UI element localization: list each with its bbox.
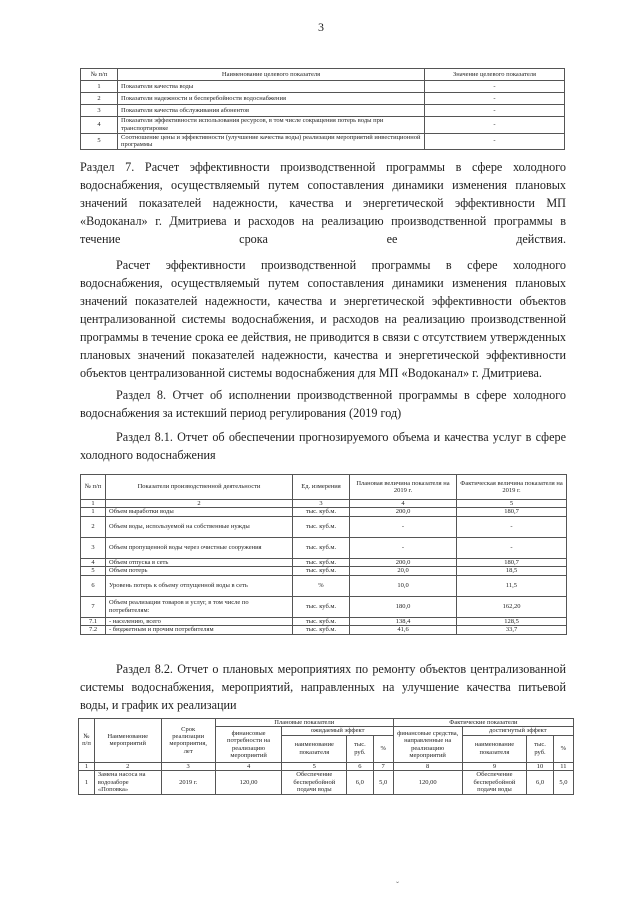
table-row xyxy=(81,117,565,134)
table-row xyxy=(81,626,567,634)
header-cell: Наименование мероприятий xyxy=(94,719,161,763)
row-number: 5 xyxy=(81,567,106,575)
indicator-name: - населению, всего xyxy=(106,617,293,625)
header-cell: Наименование целевого показателя xyxy=(118,69,425,81)
col-number: 5 xyxy=(282,762,347,770)
row-number: 1 xyxy=(81,81,118,93)
header-cell: наименование показателя xyxy=(462,735,527,762)
plan-value: 200,0 xyxy=(350,558,457,566)
indicator-name: Показатели качества обслуживания абонентов xyxy=(118,105,425,117)
header-cell: Плановая величина показателя на 2019 г. xyxy=(350,475,457,500)
fact-pct: 5,0 xyxy=(553,771,573,794)
targets-table xyxy=(80,68,565,150)
table-row xyxy=(81,93,565,105)
section-8-1-heading: Раздел 8.1. Отчет об обеспечении прогнозируемого объема и качества услуг в сфере холодного водоснабжения xyxy=(80,430,566,462)
header-cell: Значение целевого показателя xyxy=(425,69,565,81)
row-number: 1 xyxy=(79,771,95,794)
header-cell: Ед. измерения xyxy=(293,475,350,500)
signature-mark: ˇ xyxy=(396,880,399,890)
row-number: 2 xyxy=(81,516,106,537)
header-cell: Показатели производственной деятельности xyxy=(106,475,293,500)
unit: тыс. куб.м. xyxy=(293,626,350,634)
col-number: 9 xyxy=(462,762,527,770)
table-header-row xyxy=(81,475,567,500)
section-7-heading: Раздел 7. Расчет эффективности производственной программы в сфере холодного водоснабжения, осуществляемый путем сопоставления динамики изменения плановых значений показателей надежности, качества и энергетической эффективности МП «Водоканал» г. Дмитриева и расходов на реализацию производственной программы в течение срока ее действия. xyxy=(80,160,566,246)
table-row xyxy=(79,771,574,794)
section-8-2-heading: Раздел 8.2. Отчет о плановых мероприятиях по ремонту объектов централизованной системы водоснабжения, мероприятий, направленных на улучшение качества питьевой воды, и график их реализации xyxy=(80,662,566,712)
plan-value: 41,6 xyxy=(350,626,457,634)
col-number: 4 xyxy=(215,762,282,770)
col-number: 2 xyxy=(106,500,293,508)
section-7-text: Расчет эффективности производственной программы в сфере холодного водоснабжения, осуществляемый путем сопоставления динамики изменения плановых значений показателей надежности, качества и энергетической эффективности объектов централизованной системы водоснабжения, и расходов на реализацию производственной программы в течение срока ее действия, не приводится в связи с отсутствием утвержденных плановых значений показателей надежности, качества и энергетической эффективности объектов централизованной системы водоснабжения для МП «Водоканал» г. Дмитриева. xyxy=(80,258,566,380)
indicator-name: Соотношение цены и эффективности (улучшение качества воды) реализации мероприятий инвестиционной программы xyxy=(118,133,425,150)
fact-value: 162,20 xyxy=(457,596,567,617)
plan-value: 10,0 xyxy=(350,575,457,596)
header-cell: Фактическая величина показателя на 2019 г. xyxy=(457,475,567,500)
unit: % xyxy=(293,575,350,596)
row-number: 3 xyxy=(81,537,106,558)
indicator-name: Объем выработки воды xyxy=(106,508,293,516)
table-row xyxy=(81,558,567,566)
col-number: 7 xyxy=(373,762,393,770)
indicator-value: - xyxy=(425,133,565,150)
plan-need: 120,00 xyxy=(215,771,282,794)
header-cell: % xyxy=(373,735,393,762)
fact-value: 180,7 xyxy=(457,508,567,516)
header-cell: Срок реализации мероприятия, лет xyxy=(161,719,215,763)
header-cell: тыс. руб. xyxy=(527,735,553,762)
indicator-value: - xyxy=(425,93,565,105)
fact-funds: 120,00 xyxy=(393,771,462,794)
header-cell: № п/п xyxy=(79,719,95,763)
header-cell: наименование показателя xyxy=(282,735,347,762)
table-row xyxy=(81,575,567,596)
table-header-row xyxy=(79,719,574,727)
plan-pct: 5,0 xyxy=(373,771,393,794)
plan-rub: 6,0 xyxy=(347,771,373,794)
row-number: 5 xyxy=(81,133,118,150)
unit: тыс. куб.м. xyxy=(293,508,350,516)
fact-rub: 6,0 xyxy=(527,771,553,794)
plan-value: - xyxy=(350,516,457,537)
plan-value: 200,0 xyxy=(350,508,457,516)
row-number: 6 xyxy=(81,575,106,596)
fact-value: - xyxy=(457,516,567,537)
header-cell: № п/п xyxy=(81,69,118,81)
row-number: 4 xyxy=(81,117,118,134)
row-number: 1 xyxy=(81,508,106,516)
unit: тыс. куб.м. xyxy=(293,567,350,575)
col-number: 1 xyxy=(81,500,106,508)
indicator-name: Объем воды, используемой на собственные нужды xyxy=(106,516,293,537)
table-row xyxy=(81,617,567,625)
unit: тыс. куб.м. xyxy=(293,596,350,617)
col-number: 10 xyxy=(527,762,553,770)
unit: тыс. куб.м. xyxy=(293,617,350,625)
table-row xyxy=(81,567,567,575)
header-cell: достигнутый эффект xyxy=(462,727,573,735)
header-cell: финансовые средства, направленные на реализацию мероприятий xyxy=(393,727,462,762)
table-row xyxy=(81,516,567,537)
table-row xyxy=(81,81,565,93)
plan-indicator: Обеспечение бесперебойной подачи воды xyxy=(282,771,347,794)
col-number: 2 xyxy=(94,762,161,770)
event-name: Замена насоса на водозаборе «Поповка» xyxy=(94,771,161,794)
indicator-name: Показатели эффективности использования ресурсов, в том числе сокращения потерь воды при транспортировке xyxy=(118,117,425,134)
plan-value: 20,0 xyxy=(350,567,457,575)
col-number: 4 xyxy=(350,500,457,508)
unit: тыс. куб.м. xyxy=(293,537,350,558)
row-number: 3 xyxy=(81,105,118,117)
fact-indicator: Обеспечение бесперебойной подачи воды xyxy=(462,771,527,794)
indicator-name: Показатели качества воды xyxy=(118,81,425,93)
volume-table xyxy=(80,474,567,635)
indicator-name: Объем пропущенной воды через очистные сооружения xyxy=(106,537,293,558)
indicator-name: - бюджетным и прочим потребителям xyxy=(106,626,293,634)
indicator-value: - xyxy=(425,105,565,117)
column-number-row xyxy=(79,762,574,770)
indicator-name: Уровень потерь к объему отпущенной воды в сеть xyxy=(106,575,293,596)
header-cell: Плановые показатели xyxy=(215,719,393,727)
plan-value: - xyxy=(350,537,457,558)
col-number: 1 xyxy=(79,762,95,770)
row-number: 7 xyxy=(81,596,106,617)
col-number: 11 xyxy=(553,762,573,770)
fact-value: - xyxy=(457,537,567,558)
table-row xyxy=(81,537,567,558)
fact-value: 11,5 xyxy=(457,575,567,596)
events-table xyxy=(78,718,574,795)
indicator-name: Объем потерь xyxy=(106,567,293,575)
column-number-row xyxy=(81,500,567,508)
plan-value: 138,4 xyxy=(350,617,457,625)
table-row xyxy=(81,105,565,117)
header-cell: финансовые потребности на реализацию мероприятий xyxy=(215,727,282,762)
fact-value: 180,7 xyxy=(457,558,567,566)
table-header-row xyxy=(81,69,565,81)
col-number: 5 xyxy=(457,500,567,508)
header-cell: Фактические показатели xyxy=(393,719,573,727)
header-cell: % xyxy=(553,735,573,762)
table-row xyxy=(81,596,567,617)
indicator-name: Объем отпуска в сеть xyxy=(106,558,293,566)
row-number: 7.2 xyxy=(81,626,106,634)
fact-value: 18,5 xyxy=(457,567,567,575)
header-cell: тыс. руб. xyxy=(347,735,373,762)
fact-value: 33,7 xyxy=(457,626,567,634)
row-number: 4 xyxy=(81,558,106,566)
event-term: 2019 г. xyxy=(161,771,215,794)
col-number: 3 xyxy=(161,762,215,770)
header-cell: ожидаемый эффект xyxy=(282,727,393,735)
indicator-name: Объем реализации товаров и услуг, в том числе по потребителям: xyxy=(106,596,293,617)
col-number: 8 xyxy=(393,762,462,770)
section-8-heading: Раздел 8. Отчет об исполнении производственной программы в сфере холодного водоснабжения за истекший период регулирования (2019 год) xyxy=(80,388,566,420)
table-row xyxy=(81,133,565,150)
header-cell: № п/п xyxy=(81,475,106,500)
plan-value: 180,0 xyxy=(350,596,457,617)
indicator-name: Показатели надежности и бесперебойности водоснабжения xyxy=(118,93,425,105)
fact-value: 128,5 xyxy=(457,617,567,625)
row-number: 7.1 xyxy=(81,617,106,625)
row-number: 2 xyxy=(81,93,118,105)
indicator-value: - xyxy=(425,117,565,134)
col-number: 6 xyxy=(347,762,373,770)
col-number: 3 xyxy=(293,500,350,508)
indicator-value: - xyxy=(425,81,565,93)
page-number: 3 xyxy=(318,20,324,34)
unit: тыс. куб.м. xyxy=(293,516,350,537)
table-row xyxy=(81,508,567,516)
unit: тыс. куб.м. xyxy=(293,558,350,566)
